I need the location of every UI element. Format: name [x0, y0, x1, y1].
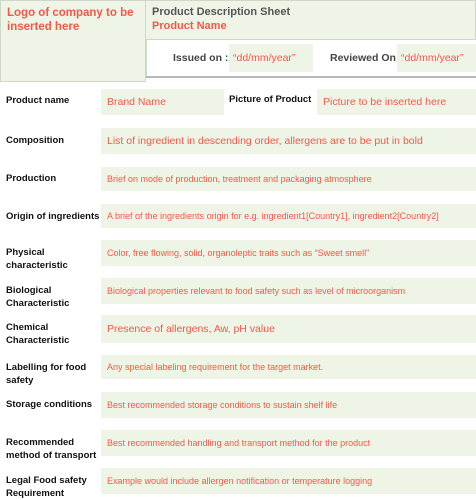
composition-field[interactable]: List of ingredient in descending order, allergens are to be put in bold — [101, 128, 476, 154]
issued-date-field[interactable]: “dd/mm/year” — [229, 44, 313, 72]
row-label-production: Production — [6, 173, 57, 184]
row-label-physical: Physical characteristic — [6, 247, 68, 271]
chemical-field[interactable]: Presence of allergens, Aw, pH value — [101, 315, 476, 343]
row-label-origin: Origin of ingredients — [6, 211, 100, 222]
sheet-title: Product Description Sheet — [152, 6, 291, 18]
picture-field[interactable]: Picture to be inserted here — [317, 89, 476, 115]
dates-row — [146, 40, 476, 76]
logo-placeholder — [0, 0, 146, 82]
origin-field[interactable]: A brief of the ingredients origin for e.g. ingredient1[Country1], ingredient2[Country2] — [101, 204, 476, 228]
labelling-field[interactable]: Any special labeling requirement for the target market. — [101, 355, 476, 379]
row-label-biological: Biological Characteristic — [6, 285, 70, 309]
physical-field[interactable]: Color, free flowing, solid, organoleptic traits such as “Sweet smell” — [101, 240, 476, 266]
logo-placeholder-text: Logo of company to be inserted here — [7, 7, 134, 33]
reviewed-label: Reviewed On — [330, 52, 396, 64]
transport-field[interactable]: Best recommended handling and transport method for the product — [101, 430, 476, 456]
issued-label: Issued on : — [173, 52, 229, 64]
sheet-header — [0, 0, 476, 82]
production-field[interactable]: Brief on mode of production, treatment and packaging atmosphere — [101, 167, 476, 191]
product-name-placeholder: Product Name — [152, 20, 227, 32]
row-label-storage: Storage conditions — [6, 399, 93, 410]
picture-label: Picture of Product — [229, 94, 312, 105]
row-label-composition: Composition — [6, 135, 65, 146]
reviewed-date-field[interactable]: “dd/mm/year” — [397, 44, 476, 72]
row-label-labelling: Labelling for food safety — [6, 362, 87, 386]
title-cell — [146, 0, 476, 40]
row-label-transport: Recommended method of transport — [6, 437, 97, 461]
biological-field[interactable]: Biological properties relevant to food safety such as level of microorganism — [101, 278, 476, 304]
header-divider — [146, 76, 476, 78]
row-label-legal: Legal Food safety Requirement — [6, 475, 87, 499]
row-label-product-name: Product name — [6, 95, 70, 106]
storage-field[interactable]: Best recommended storage conditions to sustain shelf life — [101, 392, 476, 418]
row-label-chemical: Chemical Characteristic — [6, 322, 70, 346]
legal-field[interactable]: Example would include allergen notification or temperature logging — [101, 468, 476, 494]
product-name-field[interactable]: Brand Name — [101, 89, 224, 115]
